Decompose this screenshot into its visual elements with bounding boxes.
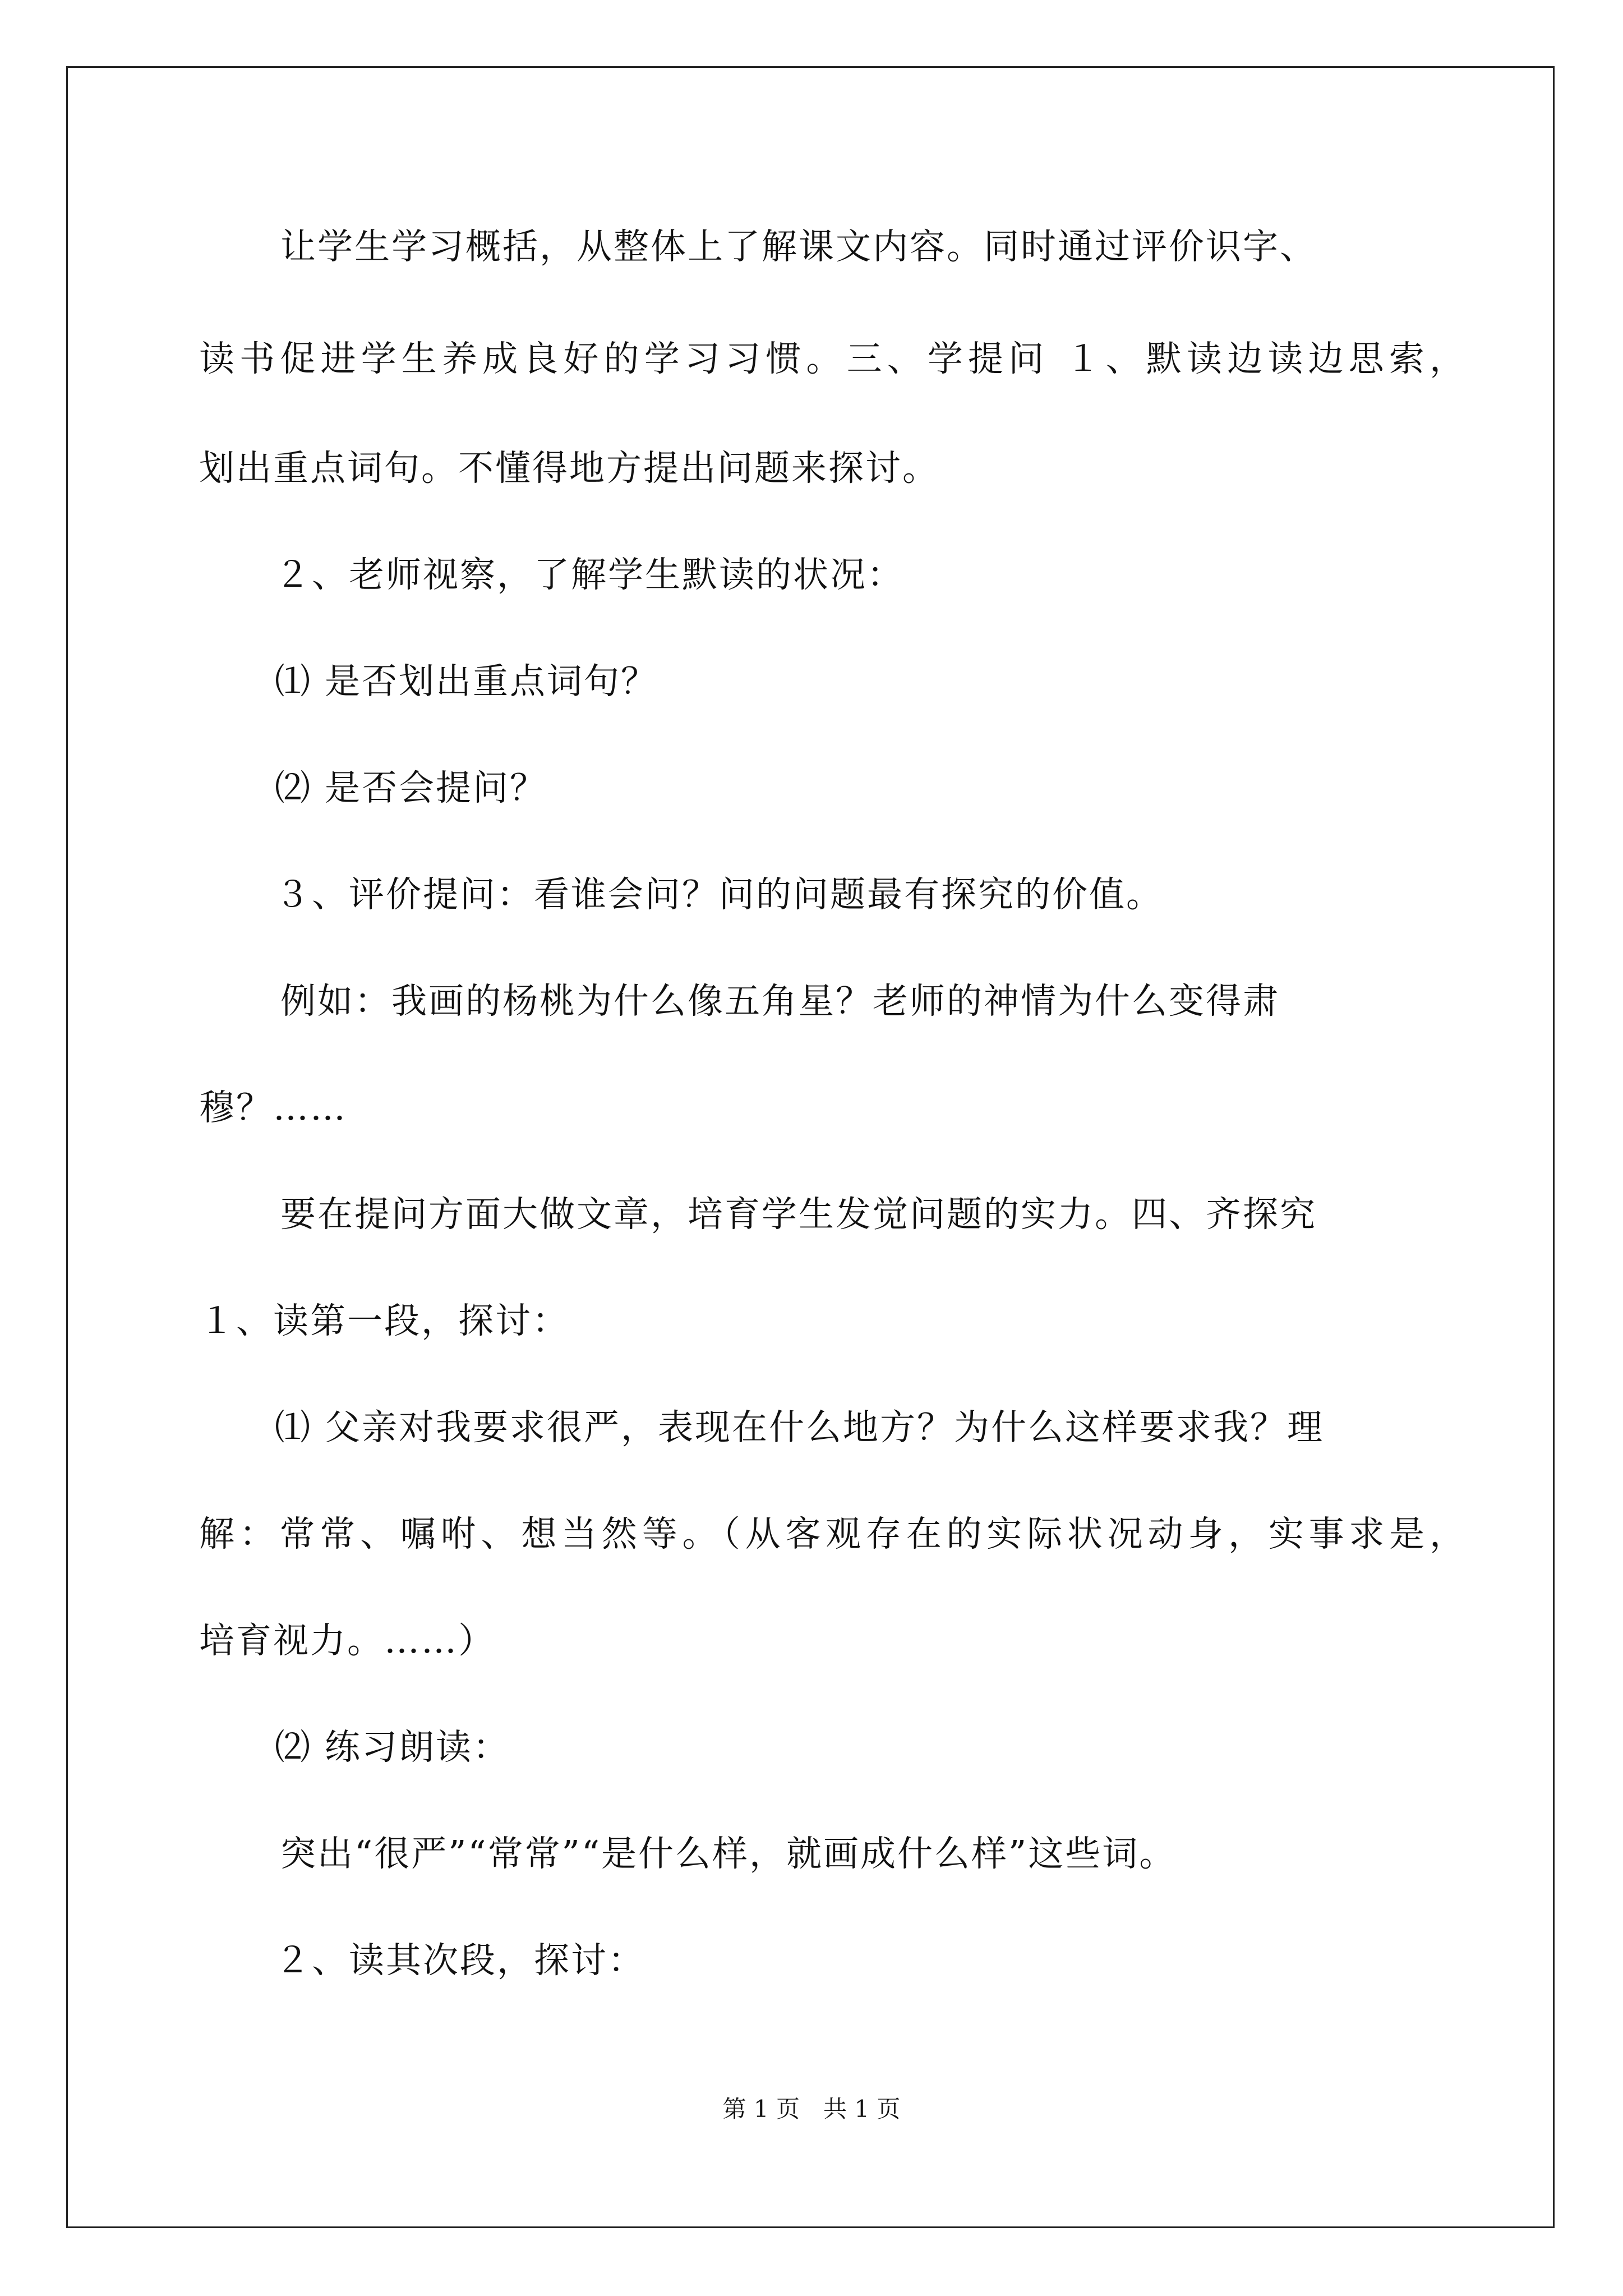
paragraph-line: ２、读其次段，探讨：	[275, 1940, 645, 1981]
paragraph-line: ２、老师视察，了解学生默读的状况：	[275, 554, 904, 595]
paragraph-line: ⑵ 练习朗读：	[275, 1727, 510, 1768]
paragraph-line: ３、评价提问：看谁会问？问的问题最有探究的价值。	[275, 874, 1163, 915]
paragraph-line: 培育视力。……）	[199, 1620, 495, 1661]
page-border	[66, 66, 1555, 2228]
paragraph-line: 让学生学习概括，从整体上了解课文内容。同时通过评价识字、	[280, 226, 1317, 267]
paragraph-line: １、读第一段，探讨：	[199, 1300, 569, 1341]
page-number-footer: 第 1 页 共 1 页	[722, 2095, 901, 2123]
paragraph-line: ⑴ 是否划出重点词句？	[275, 661, 658, 702]
paragraph-line: ⑴ 父亲对我要求很严，表现在什么地方？为什么这样要求我？理	[275, 1407, 1325, 1448]
paragraph-line: 读书促进学生养成良好的学习习惯。三、学提问 １、默读边读边思索，	[199, 338, 1467, 379]
paragraph-line: 例如：我画的杨桃为什么像五角星？老师的神情为什么变得肃	[280, 981, 1280, 1022]
paragraph-line: 突出“很严”“常常”“是什么样，就画成什么样”这些词。	[280, 1833, 1177, 1874]
paragraph-line: 解：常常、嘱咐、想当然等。（从客观存在的实际状况动身，实事求是，	[199, 1513, 1467, 1554]
paragraph-line: 划出重点词句。不懂得地方提出问题来探讨。	[199, 448, 939, 489]
paragraph-line: ⑵ 是否会提问？	[275, 767, 547, 808]
paragraph-line: 穆？……	[199, 1087, 347, 1128]
paragraph-line: 要在提问方面大做文章，培育学生发觉问题的实力。四、齐探究	[280, 1194, 1317, 1235]
